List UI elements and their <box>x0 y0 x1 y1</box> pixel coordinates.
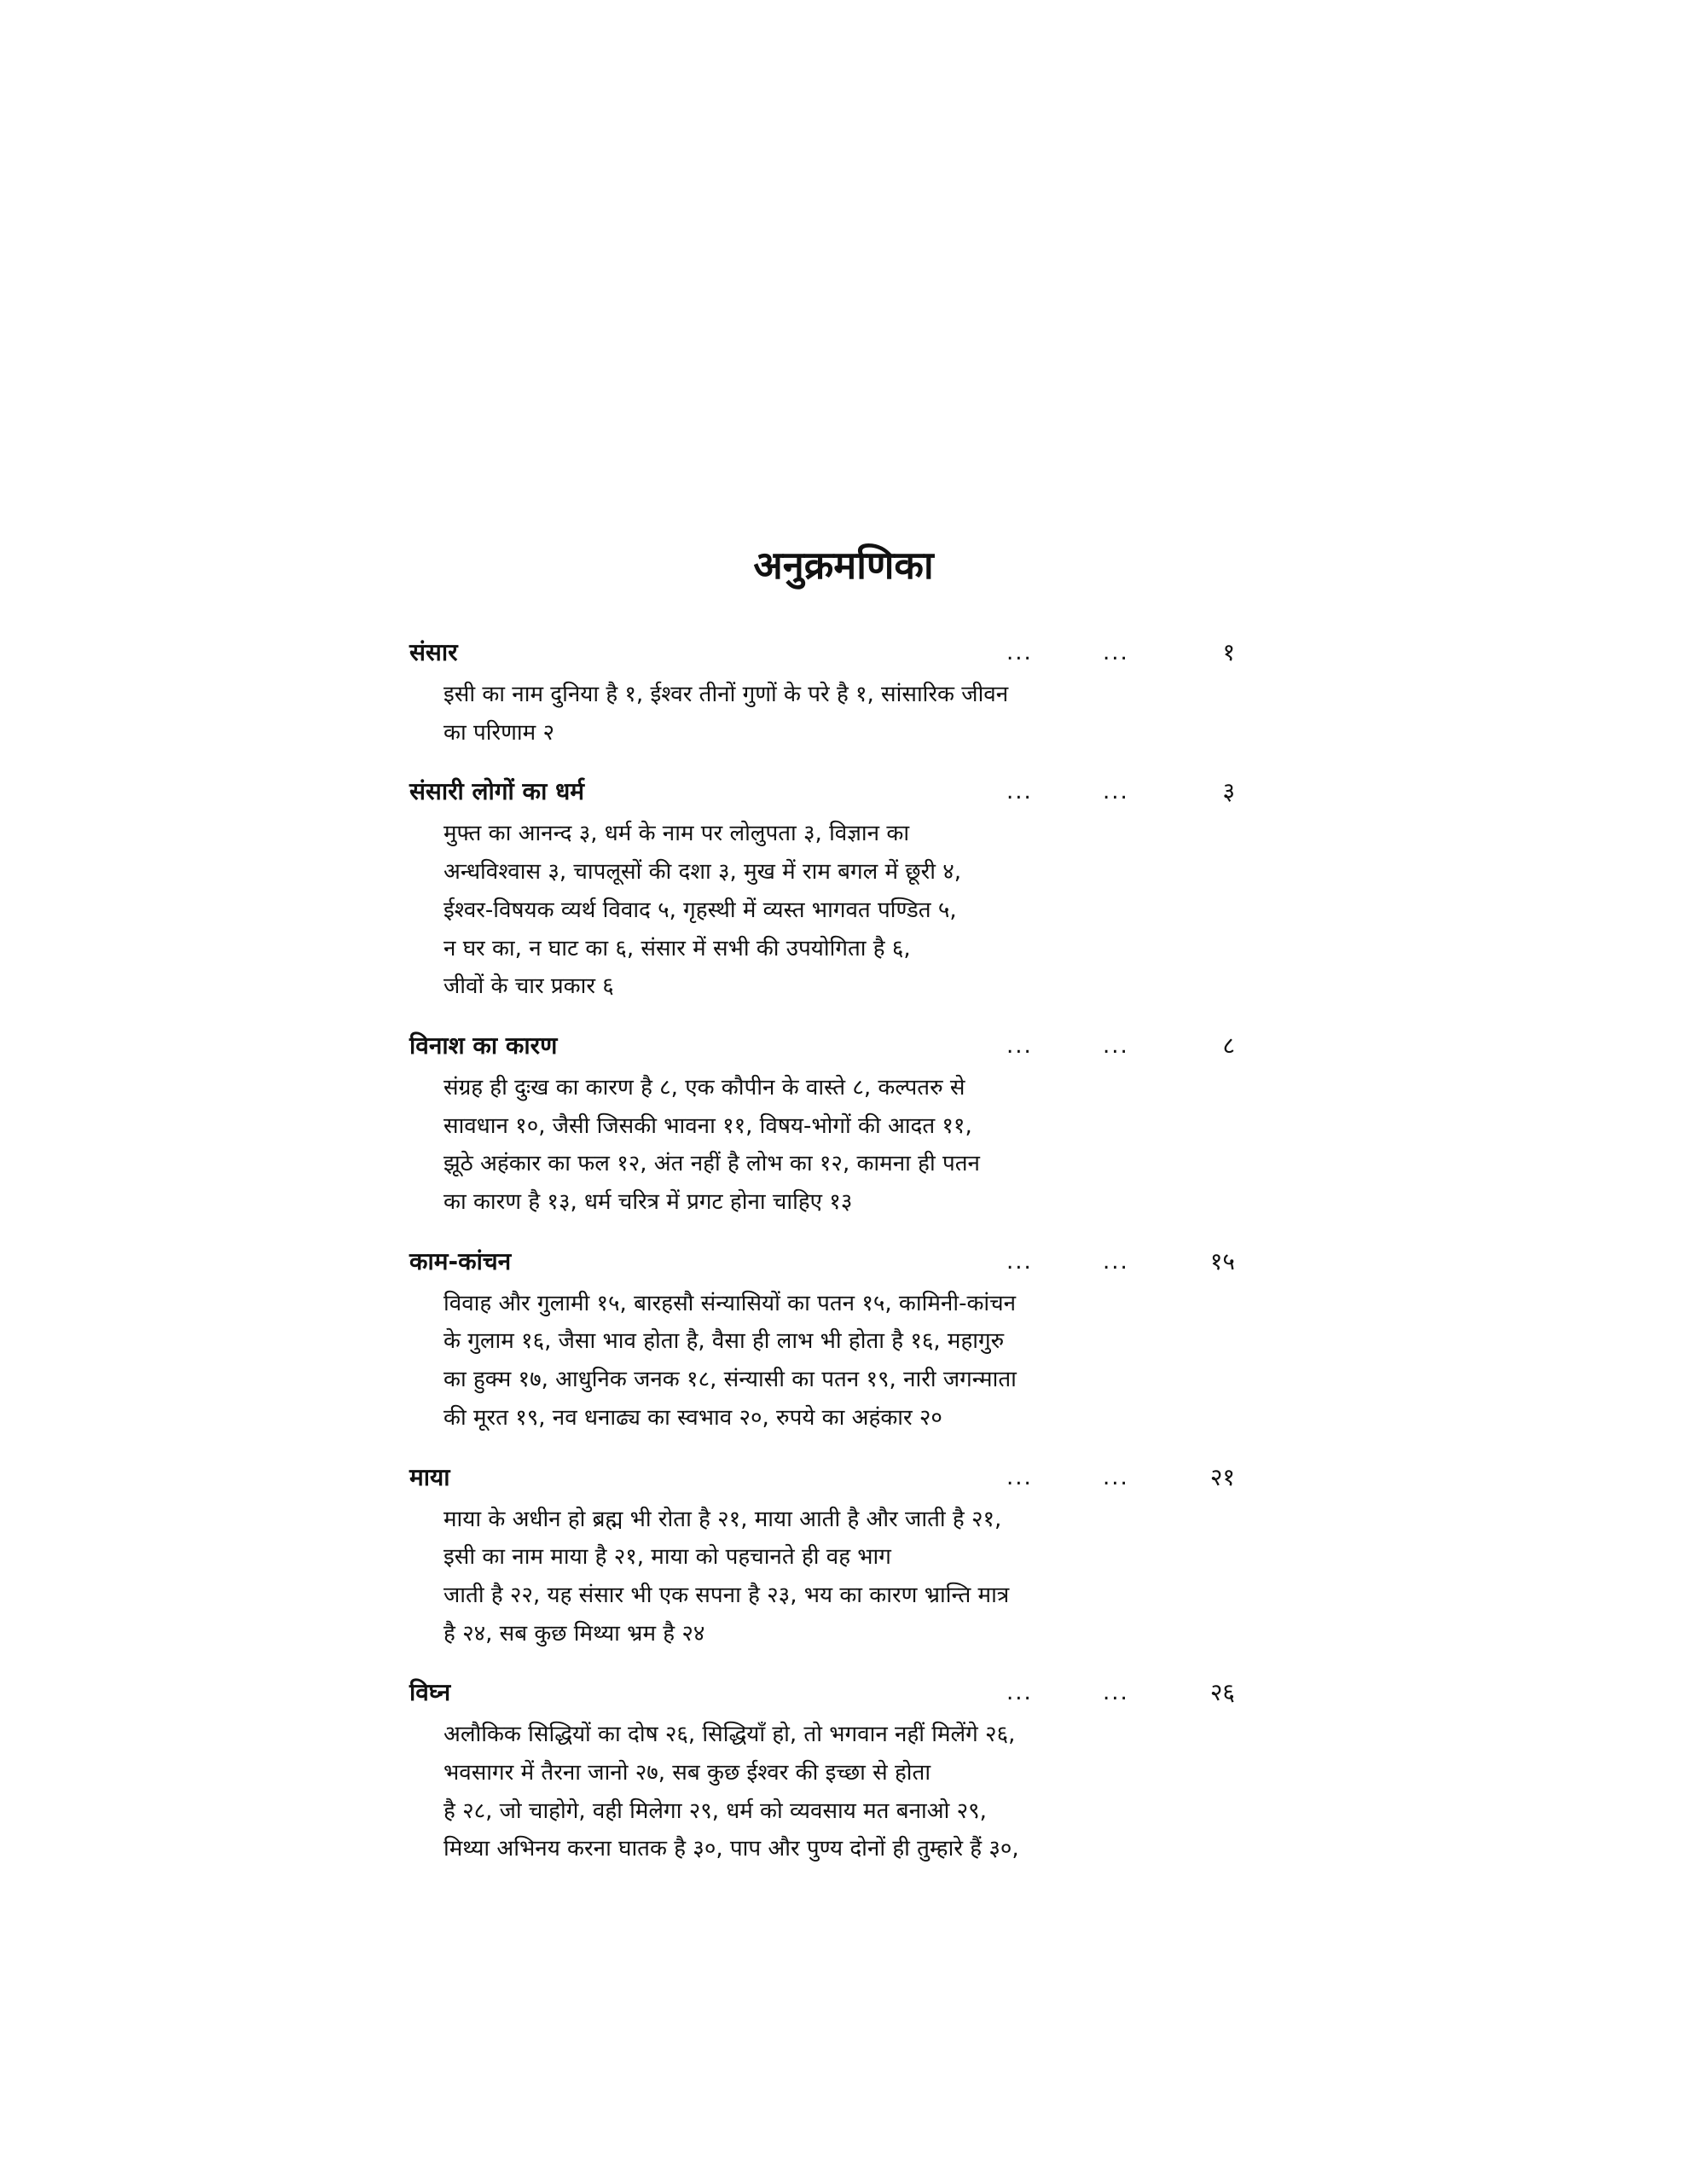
toc-entry <box>409 1455 1271 1653</box>
toc-page-number[interactable]: २६ <box>1209 1678 1235 1707</box>
toc-subtopics <box>409 676 1237 752</box>
toc-leader-dots: ... <box>1103 1248 1129 1275</box>
toc-subtopic-line: का कारण है १३, धर्म चरित्र में प्रगट होना चाहिए १३ <box>443 1189 853 1216</box>
toc-subtopic-line: भवसागर में तैरना जानो २७, सब कुछ ईश्वर की इच्छा से होता <box>443 1760 931 1786</box>
toc-page-number[interactable]: १५ <box>1209 1246 1235 1275</box>
toc-entry <box>409 1670 1271 1868</box>
toc-leader-dots: ... <box>1006 1032 1033 1059</box>
toc-entry-title[interactable]: संसार <box>409 638 458 666</box>
toc-leader-dots: ... <box>1006 1680 1033 1706</box>
toc-entry-heading <box>409 769 1271 815</box>
toc-entry-heading <box>409 630 1271 676</box>
toc-leader-dots: ... <box>1103 1464 1129 1490</box>
toc-leader-dots: ... <box>1006 1464 1033 1490</box>
toc-entry <box>409 1239 1271 1438</box>
toc-subtopic-line: माया के अधीन हो ब्रह्म भी रोता है २१, माया आती है और जाती है २१, <box>443 1506 1002 1532</box>
toc-leader-dots: ... <box>1006 640 1033 665</box>
toc-leader-dots: ... <box>1103 640 1129 665</box>
toc-leader-dots: ... <box>1103 779 1129 805</box>
toc-subtopic-line: इसी का नाम दुनिया है १, ईश्वर तीनों गुणों के परे है १, सांसारिक जीवन <box>443 682 1009 707</box>
toc-entry-heading <box>409 1455 1271 1501</box>
toc-entry <box>409 630 1271 752</box>
toc-entry-title[interactable]: संसारी लोगों का धर्म <box>409 777 585 806</box>
toc-leader-dots: ... <box>1006 1248 1033 1275</box>
toc-subtopic-line: है २८, जो चाहोगे, वही मिलेगा २९, धर्म को व्यवसाय मत बनाओ २९, <box>443 1798 987 1824</box>
toc-subtopic-line: न घर का, न घाट का ६, संसार में सभी की उपयोगिता है ६, <box>443 935 911 961</box>
toc-subtopic-line: का परिणाम २ <box>443 719 554 746</box>
toc-subtopic-line: सावधान १०, जैसी जिसकी भावना ११, विषय-भोगों की आदत ११, <box>443 1112 972 1139</box>
toc-entry-title[interactable]: विघ्न <box>409 1678 451 1707</box>
table-of-contents <box>409 630 1271 1885</box>
page-title: अनुक्रमणिका <box>753 543 934 588</box>
toc-subtopics <box>409 1501 1237 1653</box>
toc-subtopic-line: की मूरत १९, नव धनाढ्य का स्वभाव २०, रुपये का अहंकार २० <box>443 1404 942 1431</box>
toc-entry <box>409 769 1271 1006</box>
toc-subtopic-line: है २४, सब कुछ मिथ्या भ्रम है २४ <box>443 1620 705 1647</box>
toc-leader-dots: ... <box>1103 1680 1129 1706</box>
toc-subtopics <box>409 1069 1237 1222</box>
toc-page-number[interactable]: ३ <box>1222 777 1235 806</box>
toc-entry <box>409 1023 1271 1222</box>
toc-subtopic-line: का हुक्म १७, आधुनिक जनक १८, संन्यासी का पतन १९, नारी जगन्माता <box>443 1367 1017 1393</box>
toc-entry-heading <box>409 1670 1271 1716</box>
toc-subtopic-line: विवाह और गुलामी १५, बारहसौ संन्यासियों का पतन १५, कामिनी-कांचन <box>443 1290 1017 1316</box>
toc-leader-dots: ... <box>1006 779 1033 805</box>
toc-subtopic-line: अलौकिक सिद्धियों का दोष २६, सिद्धियाँ हो, तो भगवान नहीं मिलेंगे २६, <box>443 1722 1016 1748</box>
toc-page-number[interactable]: १ <box>1222 638 1235 666</box>
toc-entry-heading <box>409 1239 1271 1285</box>
toc-subtopic-line: जाती है २२, यह संसार भी एक सपना है २३, भय का कारण भ्रान्ति मात्र <box>443 1582 1010 1608</box>
toc-subtopics <box>409 1285 1237 1438</box>
toc-entry-title[interactable]: विनाश का कारण <box>409 1031 558 1060</box>
toc-entry-title[interactable]: माया <box>409 1462 450 1491</box>
toc-leader-dots: ... <box>1103 1032 1129 1059</box>
toc-subtopic-line: मिथ्या अभिनय करना घातक है ३०, पाप और पुण्य दोनों ही तुम्हारे हैं ३०, <box>443 1836 1019 1862</box>
toc-entry-title[interactable]: काम-कांचन <box>409 1246 512 1275</box>
toc-subtopic-line: संग्रह ही दुःख का कारण है ८, एक कौपीन के वास्ते ८, कल्पतरु से <box>443 1074 965 1101</box>
toc-subtopics <box>409 1716 1237 1868</box>
toc-subtopic-line: मुफ्त का आनन्द ३, धर्म के नाम पर लोलुपता ३, विज्ञान का <box>443 821 910 847</box>
toc-subtopic-line: अन्धविश्वास ३, चापलूसों की दशा ३, मुख में राम बगल में छूरी ४, <box>443 859 961 886</box>
toc-page-number[interactable]: २१ <box>1209 1462 1235 1491</box>
toc-subtopic-line: ईश्वर-विषयक व्यर्थ विवाद ५, गृहस्थी में व्यस्त भागवत पण्डित ५, <box>443 897 957 923</box>
toc-subtopic-line: झूठे अहंकार का फल १२, अंत नहीं है लोभ का १२, कामना ही पतन <box>443 1151 980 1177</box>
toc-entry-heading <box>409 1023 1271 1069</box>
toc-subtopic-line: जीवों के चार प्रकार ६ <box>443 973 614 1000</box>
toc-subtopics <box>409 815 1237 1006</box>
toc-subtopic-line: इसी का नाम माया है २१, माया को पहचानते ही वह भाग <box>443 1544 891 1571</box>
toc-subtopic-line: के गुलाम १६, जैसा भाव होता है, वैसा ही लाभ भी होता है १६, महागुरु <box>443 1328 1005 1355</box>
toc-page-number[interactable]: ८ <box>1222 1031 1235 1060</box>
